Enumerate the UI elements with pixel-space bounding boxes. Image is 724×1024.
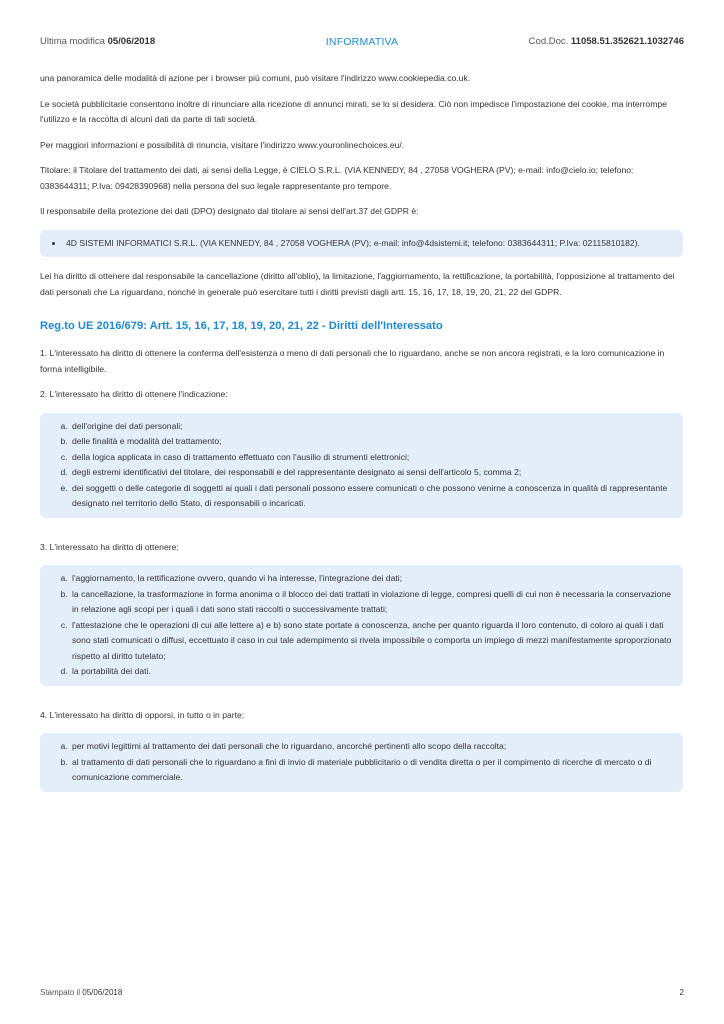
printed-date <box>40 988 122 997</box>
right-point-2: 2. L'interessato ha diritto di ottenere l'indicazione: <box>40 389 228 399</box>
document-code <box>529 36 684 47</box>
list-box-3 <box>40 565 683 686</box>
document-title: INFORMATIVA <box>325 36 399 48</box>
rights-list-4 <box>50 739 673 786</box>
paragraph-titolare: Titolare: il Titolare del trattamento dei dati, ai sensi della Legge, è CIELO S.R.L. (VIA KENNEDY, 84 , 27058 VOGHERA (PV); e-mail: info@cielo.io; telefono: 0383644311; P.Iva: 09428390968) nella persona del suo legale rappresentante pro tempore. <box>40 165 634 191</box>
right-point-3: 3. L'interessato ha diritto di ottenere: <box>40 541 179 552</box>
paragraph-cookiepedia: una panoramica delle modalità di azione per i browser più comuni, può visitare l'indirizzo www.cookiepedia.co.uk. <box>40 73 471 83</box>
paragraph-opt-out: Le società pubblicitarie consentono inoltre di rinunciare alla ricezione di annunci mirati, se lo si desidera. Ciò non impedisce l'impostazione dei cookie, ma interrompe l'utilizzo e la raccolta di alcuni dati da parte di tali società. <box>40 98 667 124</box>
cod-doc-label: Cod.Doc. <box>528 36 569 47</box>
list-item: a. l'aggiornamento, la rettificazione ovvero, quando vi ha interesse, l'integrazione dei dati; <box>70 571 673 587</box>
list-item: a. per motivi legittimi al trattamento dei dati personali che lo riguardano, ancorché pertinenti allo scopo della raccolta; <box>70 739 673 755</box>
page-header <box>40 36 684 52</box>
cod-doc-value: 11058.51.352621.1032746 <box>570 36 684 47</box>
list-item: b. delle finalità e modalità del trattamento; <box>70 434 673 450</box>
rights-list-2 <box>50 419 673 512</box>
paragraph-more-info: Per maggiori informazioni e possibilità di rinuncia, visitare l'indirizzo www.youronlinechoices.eu/. <box>40 139 405 150</box>
list-item: a. dell'origine dei dati personali; <box>70 419 673 435</box>
spacer <box>40 698 683 708</box>
list-item: b. al trattamento di dati personali che lo riguardano a fini di invio di materiale pubblicitario o di vendita diretta o per il compimento di ricerche di mercato o di comunicazione commerciale. <box>70 755 673 786</box>
list-box-4 <box>40 733 683 792</box>
printed-date-value: 05/06/2018 <box>82 988 123 997</box>
dpo-list <box>50 236 673 252</box>
list-item: d. la portabilità dei dati. <box>70 664 673 680</box>
last-modified-date: 05/06/2018 <box>107 36 156 47</box>
section-heading: Reg.to UE 2016/679: Artt. 15, 16, 17, 18, 19, 20, 21, 22 - Diritti dell'Interessato <box>40 320 443 332</box>
paragraph-dpo-intro: Il responsabile della protezione dei dati (DPO) designato dal titolare ai sensi dell'art.37 del GDPR è: <box>40 206 419 216</box>
rights-list-3 <box>50 571 673 680</box>
right-point-1: 1. L'interessato ha diritto di ottenere la conferma dell'esistenza o meno di dati personali che lo riguardano, anche se non ancora registrati, e la loro comunicazione in forma intelligibile. <box>40 348 665 374</box>
paragraph-rights: Lei ha diritto di ottenere dal responsabile la cancellazione (diritto all'oblio), la limitazione, l'aggiornamento, la rettificazione, la portabilità, l'opposizione al trattamento dei dati personali che La riguardano, nonché in generale può esercitare tutti i diritti previsti dagli artt. 15, 16, 17, 18, 19, 20, 21, 22 del GDPR. <box>40 271 675 297</box>
list-item: d. degli estremi identificativi del titolare, dei responsabili e del rappresentante designato ai sensi dell'articolo 5, comma 2; <box>70 465 673 481</box>
list-item: c. della logica applicata in caso di trattamento effettuato con l'ausilio di strumenti elettronici; <box>70 450 673 466</box>
printed-label: Stampato il <box>40 988 81 997</box>
dpo-box <box>40 230 683 258</box>
spacer <box>40 530 683 540</box>
list-item: c. l'attestazione che le operazioni di cui alle lettere a) e b) sono state portate a conoscenza, anche per quanto riguarda il loro contenuto, di coloro ai quali i dati sono stati comunicati o diffusi, eccettuato il caso in cui tale adempimento si rivela impossibile o comporta un impiego di mezzi manifestamente sproporzionato rispetto al diritto tutelato; <box>70 618 673 665</box>
last-modified-label: Ultima modifica <box>40 36 105 47</box>
right-point-4: 4. L'interessato ha diritto di opporsi, in tutto o in parte: <box>40 709 245 720</box>
document-body <box>40 71 683 804</box>
list-item: b. la cancellazione, la trasformazione in forma anonima o il blocco dei dati trattati in violazione di legge, compresi quelli di cui non è necessaria la conservazione in relazione agli scopi per i quali i dati sono stati raccolti o successivamente trattati; <box>70 587 673 618</box>
dpo-item: • 4D SISTEMI INFORMATICI S.R.L. (VIA KENNEDY, 84 , 27058 VOGHERA (PV); e-mail: info@4dsistemi.it; telefono: 0383644311; P.Iva: 02115810182). <box>64 236 673 252</box>
page-number: 2 <box>679 988 684 997</box>
list-box-2 <box>40 413 683 518</box>
list-item: e. dei soggetti o delle categorie di soggetti ai quali i dati personali possono essere comunicati o che possono venirne a conoscenza in qualità di rappresentante designato nel territorio dello Stato, di responsabili o incaricati. <box>70 481 673 512</box>
